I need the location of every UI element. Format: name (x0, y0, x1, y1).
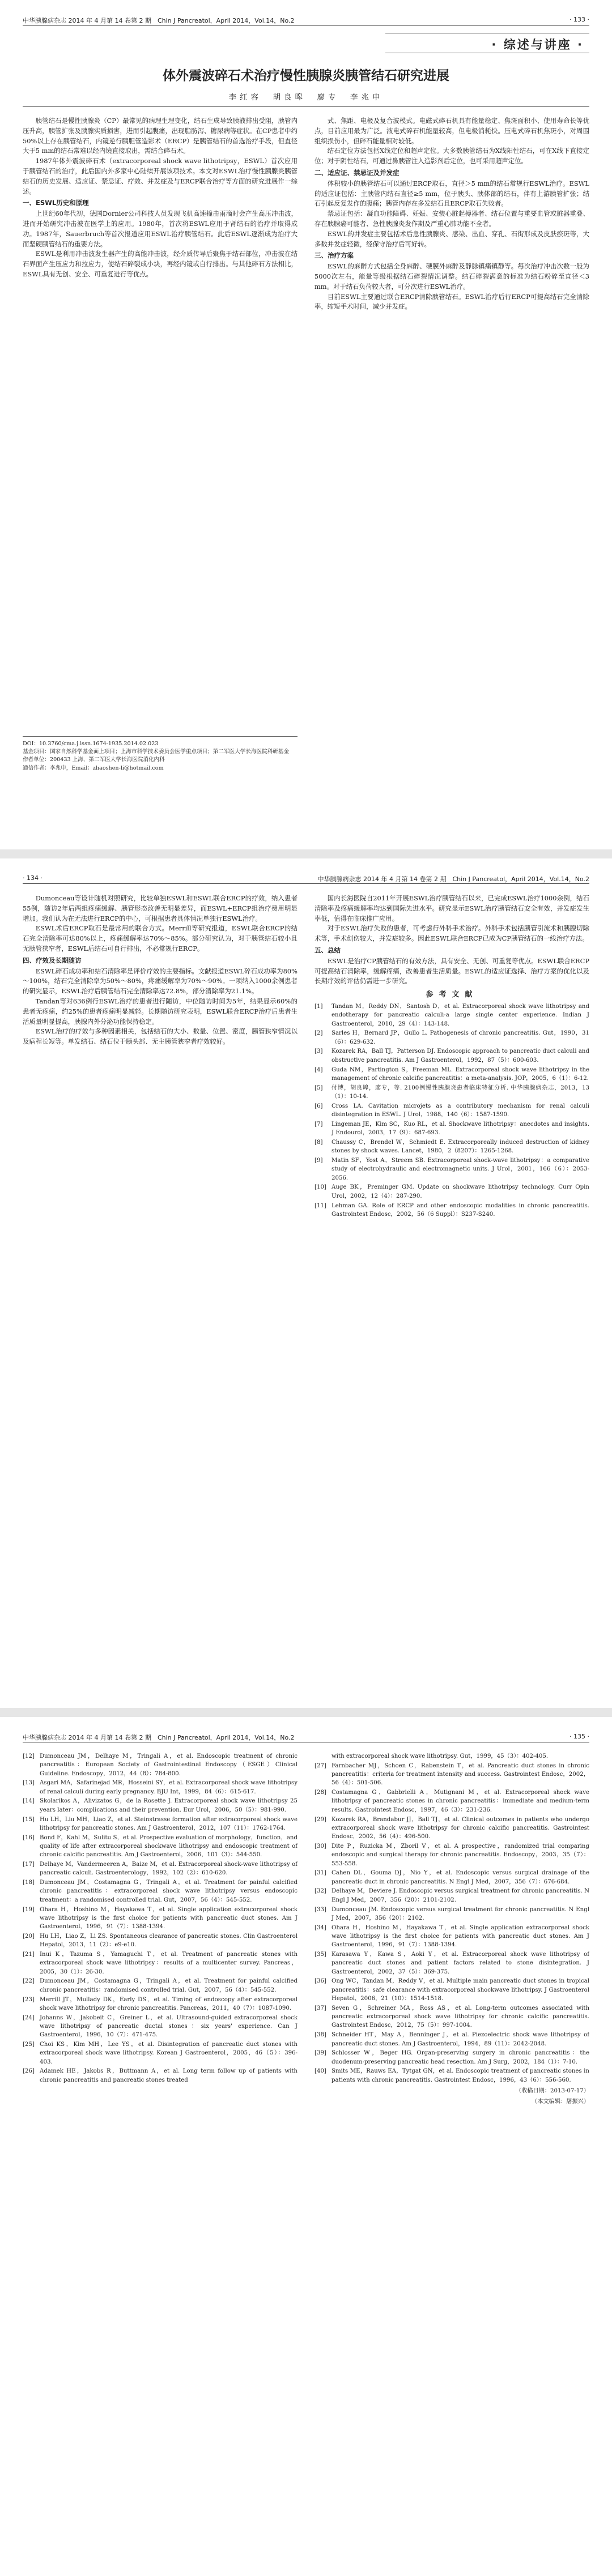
paragraph: 1987年体外震波碎石术（extracorporeal shock wave lithotripsy，ESWL）首次应用于胰管结石的治疗，此后国内外多家中心陆续开展该项技术。本文对ESWL治疗慢性胰腺炎胰管结石的历史发展、适应证、禁忌证、疗效、并发症及与ERCP联合治疗等方面的研究进展作一综述。 (23, 157, 298, 195)
reference-item: [36] Ong WC，Tandan M，Reddy V，et al. Multiple main pancreatic duct stones in tropical pancreatitis：safe clearance with extracorporeal shockwave lithotripsy. J Gastroenterol Hepatol，2006，21（10）：1514-1518. (314, 1978, 589, 2002)
reference-item: [14] Skolarikos A，Alivizatos G，de la Rosette J. Extracorporeal shock wave lithotripsy 25 years later：complications and their prevention. Eur Urol，2006，50（5）：981-990. (23, 1798, 298, 1813)
left-column (23, 894, 298, 1692)
running-header (23, 1733, 589, 1742)
reference-item: [3] Kozarek RA，Ball TJ，Patterson DJ. Endoscopic approach to pancreatic duct calculi and obstructive pancreatitis. Am J Gastroenterol，1992，87（5）：600-603. (314, 1048, 589, 1063)
doi: DOI：10.3760/cma.j.issn.1674-1935.2014.02.023 (23, 741, 159, 747)
journal-header: 中华胰腺病杂志 2014 年 4 月第 14 卷第 2 期 Chin J Pancreatol，April 2014，Vol.14，No.2 (317, 875, 589, 883)
paragraph: ESWL治疗的疗效与多种因素相关，包括结石的大小、数量、位置、密度，胰管狭窄情况以及病程长短等。单发结石、结石位于胰头部、无主胰管狭窄者疗效较好。 (23, 1027, 298, 1046)
running-header (23, 16, 589, 25)
reference-item: [38] Schneider HT，May A，Benninger J，et al. Piezoelectric shock wave lithotripsy of pancreatic duct stones. Am J Gastroenterol，1994，89（11）：2042-2048. (314, 2032, 589, 2047)
reference-item: [28] Costamagna G，Gabbrielli A，Mutignani M，et al. Extracorporeal shock wave lithotripsy of pancreatic stones in chronic pancreatitis：immediate and medium-term results. Gastrointest Endosc，1997，46（3）：231-236. (314, 1789, 589, 1813)
reference-item: with extracorporeal shock wave lithotripsy. Gut，1999，45（3）：402-405. (332, 1753, 549, 1759)
paragraph: 禁忌证包括：凝血功能障碍、妊娠、安装心脏起搏器者、结石位置与重要血管或脏器重叠、存在胰腺癌可能者、急性胰腺炎发作期及严重心肺功能不全者。 (314, 210, 589, 228)
reference-item: [35] Karasawa Y，Kawa S，Aoki Y，et al. Extracorporeal shock wave lithotripsy of pancreatic duct stones and patient factors related to stone disintegration. J Gastroenterol，2002，37（5）：369-375. (314, 1951, 589, 1975)
corresponding-author: 通信作者：李兆申，Email：zhaoshen-li@hotmail.com (23, 764, 164, 771)
paragraph: Tandan等对636例行ESWL治疗的患者进行随访，中位随访时间为5年，结果显示60%的患者无疼痛，约25%的患者疼痛明显减轻。长期随访研究表明，ESWL联合ERCP治疗后患者生活质量明显提高，胰腺内外分泌功能保持稳定。 (23, 997, 298, 1026)
page-separator (0, 849, 612, 858)
reference-item: [26] Adamek HE，Jakobs R，Buttmann A，et al. Long term follow up of patients with chronic pancreatitis and pancreatic stones treated (23, 2068, 298, 2083)
paragraph: ESWL碎石成功率和结石清除率是评价疗效的主要指标。文献报道ESWL碎石成功率为80%～100%，结石完全清除率为50%～80%，疼痛缓解率为70%～90%。一项纳入1000余例患者的研究显示，ESWL治疗后胰管结石完全清除率达72.8%，部分清除率为21.1%。 (23, 967, 298, 996)
section-heading: 四、疗效及长期随访 (23, 956, 82, 964)
paragraph: ESWL的并发症主要包括术后急性胰腺炎、感染、出血、穿孔、石街形成及皮肤瘀斑等，大多数并发症轻微，经保守治疗后可好转。 (314, 229, 589, 248)
reference-item: [16] Bond F，Kahl M，Sulitu S，et al. Prospective evaluation of morphology，function，and quality of life after extracorporeal shockwave lithotripsy and endoscopic treatment of chronic calcific pancreatitis. Am J Gastroenterol，2006，101（3）：544-550. (23, 1834, 298, 1859)
section-heading: 三、治疗方案 (314, 251, 354, 260)
reference-item: [33] Dumonceau JM. Endoscopic versus surgical treatment for chronic pancreatitis. N Engl J Med，2007，356（20）：2102. (314, 1906, 589, 1921)
reference-item: [12] Dumonceau JM，Delhaye M，Tringali A，et al. Endoscopic treatment of chronic pancreatitis：European Society of Gastrointestinal Endoscopy（ESGE）Clinical Guideline. Endoscopy，2012，44（8）：784-800. (23, 1753, 298, 1777)
section-heading: 五、总结 (314, 946, 341, 954)
reference-item: [8] Chaussy C，Brendel W，Schmiedt E. Extracorporeally induced destruction of kidney stones by shock waves. Lancet，1980，2（8207）：1265-1268. (314, 1139, 589, 1155)
paragraph: 胰管结石是慢性胰腺炎（CP）最常见的病理生理变化，结石生成导致胰液排出受阻，胰管内压升高，胰管扩张及胰腺实质损害，进而引起腹痛，出现脂肪泻、糖尿病等症状。在CP患者中约50%以上存在胰管结石，内镜逆行胰胆管造影术（ERCP）是胰管结石的首选治疗手段，但直径大于5 mm的结石常难以经内镜直接取出，需结合碎石术。 (23, 117, 298, 155)
reference-item: [32] Delhaye M，Deviere J. Endoscopic versus surgical treatment for chronic pancreatitis. N Engl J Med，2007，356（20）：2101-2102. (314, 1888, 589, 1903)
paragraph: 对于ESWL治疗失败的患者，可考虑行外科手术治疗。外科手术包括胰管引流术和胰腺切除术等，手术创伤较大，并发症较多。因此ESWL联合ERCP已成为CP胰管结石的一线治疗方法。 (314, 924, 589, 943)
references-heading: 参考文献 (426, 990, 478, 999)
page-number: · 135 · (570, 1733, 589, 1740)
reference-item: [4] Guda NM，Partington S，Freeman ML. Extracorporeal shock wave lithotripsy in the management of chronic calcific pancreatitis：a meta-analysis. JOP，2005，6（1）：6-12. (314, 1066, 589, 1082)
reference-item: [40] Smits ME，Rauws EA，Tytgat GN，et al. Endoscopic treatment of pancreatic stones in patients with chronic pancreatitis. Gastrointest Endosc，1996，43（6）：556-560. (314, 2068, 589, 2083)
page-134 (0, 858, 612, 1708)
section-heading: 二、适应证、禁忌证及并发症 (314, 168, 400, 177)
reference-item: [10] Auge BK，Preminger GM. Update on shockwave lithotripsy technology. Curr Opin Urol，2002，12（4）：287-290. (314, 1184, 589, 1199)
paragraph: ESWL是治疗CP胰管结石的有效方法，具有安全、无创、可重复等优点。ESWL联合ERCP可提高结石清除率，缓解疼痛，改善患者生活质量。ESWL的适应证选择、治疗方案的优化以及长期疗效的评估仍需进一步研究。 (314, 956, 589, 985)
page-separator (0, 1708, 612, 1717)
reference-item: [37] Seven G，Schreiner MA，Ross AS，et al. Long-term outcomes associated with pancreatic extracorporeal shock wave lithotripsy for chronic calcific pancreatitis. Gastrointest Endosc，2012，75（5）：997-1004. (314, 2005, 589, 2029)
footnote (23, 736, 298, 772)
reference-item: [19] Ohara H，Hoshino M，Hayakawa T，et al. Single application extracorporeal shock wave lithotripsy is the first choice for patients with pancreatic duct stones. Am J Gastroenterol，1996，91（7）：1388-1394. (23, 1906, 298, 1930)
right-column (314, 116, 589, 835)
journal-header: 中华胰腺病杂志 2014 年 4 月第 14 卷第 2 期 Chin J Pancreatol，April 2014，Vol.14，No.2 (23, 17, 295, 24)
reference-item: [2] Sarles H，Bernard JP，Gullo L. Pathogenesis of chronic pancreatitis. Gut，1990，31（6）：629-632. (314, 1030, 589, 1045)
reference-item: [25] Choi KS，Kim MH，Lee YS，et al. Disintegration of pancreatic duct stones with extracorporeal shock wave lithotripsy. Korean J Gastroenterol，2005，46（5）：396-403. (23, 2041, 298, 2065)
reference-item: [17] Delhaye M，Vandermeeren A，Baize M，et al. Extracorporeal shock-wave lithotripsy of pancreatic calculi. Gastroenterology，1992，102（2）：610-620. (23, 1861, 298, 1877)
reference-item: [39] Schlosser W，Beger HG. Organ-preserving surgery in chronic pancreatitis：the duodenum-preserving pancreatic head resection. Am J Surg，2002，184（1）：7-10. (314, 2050, 589, 2065)
right-column (314, 894, 589, 1698)
paragraph: ESWL是利用冲击波发生器产生的高能冲击波，经介质传导后聚焦于结石部位，冲击波在结石界面产生压应力和拉应力，使结石碎裂成小块，再经内镜或自行排出。与其他碎石方法相比，ESWL具有无创、安全、可重复进行等优点。 (23, 250, 298, 278)
page-number: · 133 · (570, 16, 589, 23)
reference-item: [34] Ohara H，Hoshino M，Hayakawa T，et al. Single application extracorporeal shock wave lithotripsy is the first choice for patients with pancreatic duct stones. Am J Gastroenterol，1996，91（7）：1388-1394. (314, 1924, 589, 1949)
reference-item: [7] Lingeman JE，Kim SC，Kuo RL，et al. Shockwave lithotripsy：anecdotes and insights. J Endourol，2003，17（9）：687-693. (314, 1121, 589, 1137)
section-heading: 一、ESWL历史和原理 (23, 199, 89, 207)
reference-item: [22] Dumonceau JM，Costamagna G，Tringali A，et al. Treatment for painful calcified chronic pancreatitis：randomised controlled trial. Gut，2007，56（4）：545-552. (23, 1978, 298, 1993)
reference-item: [11] Lehman GA. Role of ERCP and other endoscopic modalities in chronic pancreatitis. Gastrointest Endosc，2002，56（6 Suppl）：S237-S240. (314, 1202, 589, 1217)
reference-item: [15] Hu LH，Liu MH，Liao Z，et al. Steinstrasse formation after extracorporeal shock wave lithotripsy for pancreatic stones. Am J Gastroenterol，2012，107（11）：1762-1764. (23, 1816, 298, 1831)
reference-item: [13] Asgari MA，Safarinejad MR，Hosseini SY，et al. Extracorporeal shock wave lithotripsy of renal calculi during early pregnancy. BJU Int，1999，84（6）：615-617. (23, 1780, 298, 1795)
paragraph: 目前ESWL主要通过联合ERCP清除胰管结石。ESWL治疗后行ERCP可提高结石完全清除率，缩短手术时间，减少并发症。 (314, 292, 589, 311)
paragraph: 国内长海医院自2011年开展ESWL治疗胰管结石以来，已完成ESWL治疗1000余例，结石清除率及疼痛缓解率均达到国际先进水平。研究显示ESWL治疗胰管结石安全有效，并发症发生率低，值得在临床推广应用。 (314, 894, 589, 922)
page-number: · 134 · (23, 874, 42, 882)
section-label: · 综述与讲座 · (491, 38, 584, 52)
author-list: 李红容 胡良嗥 廖专 李兆申 (228, 93, 384, 102)
section-banner (385, 33, 589, 53)
reference-item: [20] Hu LH，Liao Z，Li ZS. Spontaneous clearance of pancreatic stones. Clin Gastroenterol Hepatol，2013，11（2）：e9-e10. (23, 1933, 298, 1949)
reference-item: [23] Merrill JT，Mullady DK，Early DS，et al. Timing of endoscopy after extracorporeal shock wave lithotripsy for chronic pancreatitis. Pancreas，2011，40（7）：1087-1090. (23, 1996, 298, 2011)
reference-item: [1] Tandan M，Reddy DN，Santosh D，et al. Extracorporeal shock wave lithotripsy and endotherapy for pancreatic calculi-a large single center experience. Indian J Gastroenterol，2010，29（4）：143-148. (314, 1003, 589, 1027)
left-column (23, 116, 298, 711)
funding: 基金项目：国家自然科学基金面上项目；上海市科学技术委员会医学重点项目；第二军医大学长海医院科研基金 (23, 749, 290, 755)
reference-list (314, 1002, 589, 1219)
reference-item: [27] Farnbacher MJ，Schoen C，Rabenstein T，et al. Pancreatic duct stones in chronic pancreatitis：criteria for treatment intensity and success. Gastrointest Endosc，2002，56（4）：501-506. (314, 1762, 589, 1787)
divider (23, 106, 589, 107)
paragraph: ESWL的麻醉方式包括全身麻醉、硬膜外麻醉及静脉镇痛镇静等。每次治疗冲击次数一般为5000次左右，能量等级根据结石碎裂情况调整。结石碎裂满意的标准为结石粉碎至直径＜3 mm。对于结石负荷较大者，可分次进行ESWL治疗。 (314, 262, 589, 291)
journal-header: 中华胰腺病杂志 2014 年 4 月第 14 卷第 2 期 Chin J Pancreatol，April 2014，Vol.14，No.2 (23, 1734, 295, 1741)
paragraph: 式、焦距、电极及复合波模式。电磁式碎石机具有能量稳定、焦斑面积小、使用寿命长等优点，目前应用最为广泛。液电式碎石机能量较高，但电极消耗快。压电式碎石机焦斑小，对周围组织损伤小，但碎石能量相对较低。 (314, 117, 589, 145)
page-135 (0, 1717, 612, 2576)
received-date: （收稿日期：2013-07-17） (515, 2087, 589, 2094)
editor-note: （本文编辑：屠振兴） (532, 2099, 589, 2105)
reference-item: [31] Cahen DL，Gouma DJ，Nio Y，et al. Endoscopic versus surgical drainage of the pancreatic duct in chronic pancreatitis. N Engl J Med，2007，356（7）：676-684. (314, 1870, 589, 1885)
reference-item: [21] Inui K，Tazuma S，Yamaguchi T，et al. Treatment of pancreatic stones with extracorporeal shock wave lithotripsy：results of a multicenter survey. Pancreas，2005，30（1）：26-30. (23, 1951, 298, 1975)
reference-list-right (314, 1752, 589, 2568)
paragraph: 上世纪60年代初，德国Dornier公司科技人员发现飞机高速撞击雨滴时会产生高压冲击波，进而开始研究冲击波在医学上的应用。1980年，首次将ESWL应用于肾结石的治疗并取得成功。1987年，Sauerbruch等首次报道应用ESWL治疗胰管结石。此后ESWL逐渐成为治疗大而坚硬胰管结石的重要方法。 (23, 210, 298, 248)
reference-item: [9] Matin SF，Yost A，Streem SB. Extracorporeal shock-wave lithotripsy：a comparative study of electrohydraulic and electromagnetic units. J Urol，2001，166（6）：2053-2056. (314, 1157, 589, 1181)
article-title: 体外震波碎石术治疗慢性胰腺炎胰管结石研究进展 (163, 69, 449, 83)
running-header (23, 874, 589, 884)
reference-list-left (23, 1752, 298, 2562)
reference-item: [29] Kozarek RA，Brandabur JJ，Ball TJ，et al. Clinical outcomes in patients who undergo extracorporeal shock wave lithotripsy for chronic calcific pancreatitis. Gastrointest Endosc，2002，56（4）：496-500. (314, 1816, 589, 1840)
reference-item: [30] Dite P，Ruzicka M，Zboril V，et al. A prospective，randomized trial comparing endoscopic and surgical therapy for chronic pancreatitis. Endoscopy，2003，35（7）：553-558. (314, 1843, 589, 1867)
paragraph: 结石定位方法包括X线定位和超声定位。大多数胰管结石为X线阳性结石，可在X线下直接定位；对于阴性结石，可通过鼻胰管注入造影剂后定位，也可采用超声定位。 (314, 147, 589, 165)
reference-item: [24] Johanns W，Jakobeit C，Greiner L，et al. Ultrasound-guided extracorporeal shock wave lithotripsy of pancreatic ductal stones：six years' experience. Can J Gastroenterol，1996，10（7）：471-475. (23, 2014, 298, 2039)
page-133 (0, 0, 612, 849)
reference-item: [5] 付博，胡良皞，廖专，等. 2100例慢性胰腺炎患者临床特征分析. 中华胰腺病杂志，2013，13（1）：10-14. (314, 1084, 589, 1100)
paragraph: 体积较小的胰管结石可以通过ERCP取石，直径＞5 mm的结石常规行ESWL治疗。ESWL的适应证包括：主胰管内结石直径≥5 mm，位于胰头、胰体部的结石，伴有上游胰管扩张；结石引起反复发作的腹痛；胰管内存在多发结石且ERCP取石失败者。 (314, 179, 589, 208)
reference-item: [18] Dumonceau JM，Costamagna G，Tringali A，et al. Treatment for painful calcified chronic pancreatitis：extracorporeal shock wave lithotripsy versus endoscopic treatment：a randomised controlled trial. Gut，2007，56（4）：545-552. (23, 1879, 298, 1903)
paragraph: Dumonceau等设计随机对照研究，比较单独ESWL和ESWL联合ERCP的疗效，纳入患者55例，随访2年后两组疼痛缓解、胰管形态改善无明显差异，而ESWL+ERCP组治疗费用明显增加。我们认为在无法进行ERCP的中心，可根据患者具体情况单独行ESWL治疗。 (23, 894, 298, 922)
paragraph: ESWL术后ERCP取石是最常用的联合方式。Merrill等研究报道，ESWL联合ERCP的结石完全清除率可达80%以上，疼痛缓解率达70%～85%。部分研究认为，对于胰管结石较小且无胰管狭窄者，ESWL后结石可自行排出，不必常规行ERCP。 (23, 924, 298, 952)
reference-item: [6] Cross LA. Cavitation microjets as a contributory mechanism for renal calculi disintegration in ESWL. J Urol，1988，140（6）：1587-1590. (314, 1103, 589, 1118)
affiliation: 作者单位：200433 上海，第二军医大学长海医院消化内科 (23, 757, 165, 763)
